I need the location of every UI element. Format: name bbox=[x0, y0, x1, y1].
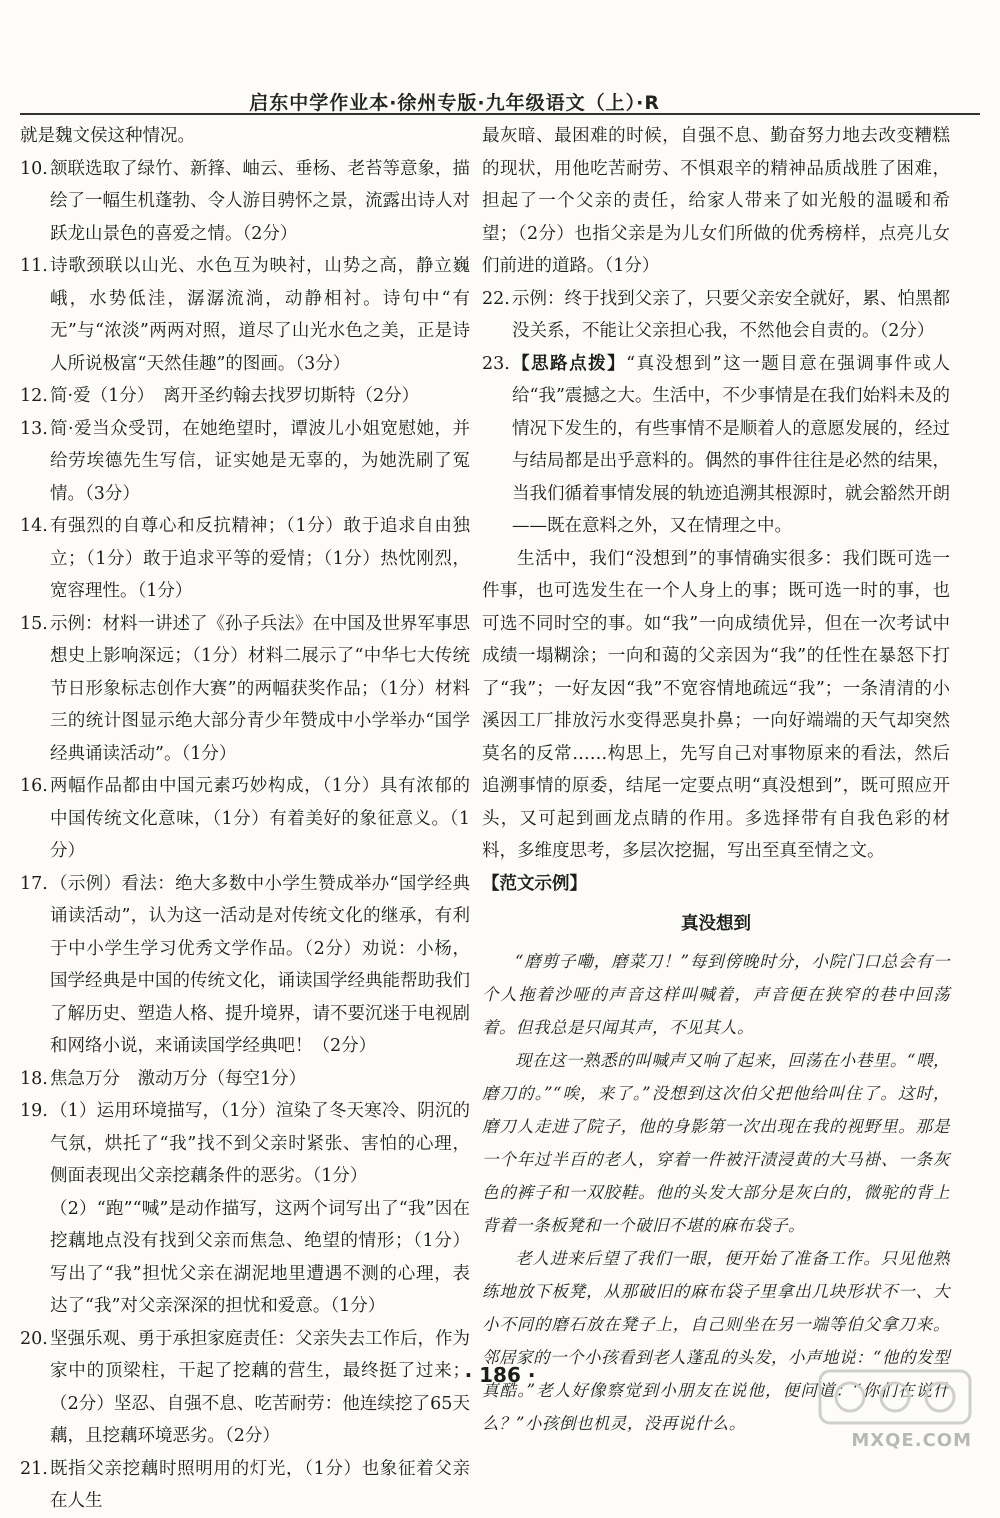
answer-number: 21. bbox=[20, 1458, 48, 1479]
page-number: · 186 · bbox=[464, 1363, 536, 1387]
answer-text bbox=[50, 1453, 470, 1518]
answer-item bbox=[20, 1323, 470, 1453]
header-divider bbox=[20, 113, 980, 115]
answer-number: 11. bbox=[20, 256, 48, 276]
answer-text bbox=[512, 348, 950, 543]
essay-paragraph: 老人进来后望了我们一眼，便开始了准备工作。只见他熟练地放下板凳，从那破旧的麻布袋子里拿出几块形状不一、大小不同的磨石放在凳子上，自己则坐在另一端等伯父拿刀来。邻居家的一个小孩看到老人蓬乱的头发，小声地说：“他的发型真酷。”老人好像察觉到小朋友在说他，便问道：“你们在说什么？”小孩倒也机灵，没再说什么。 bbox=[482, 1248, 950, 1433]
answer-text bbox=[50, 510, 470, 608]
answer-number: 12. bbox=[20, 386, 48, 406]
left-column bbox=[20, 120, 470, 1518]
answer-item bbox=[20, 380, 470, 413]
answer-text-main: 示例：材料一讲述了《孙子兵法》在中国及世界军事思想史上影响深远；（1分）材料二展示了“中华七大传统节日形象标志创作大赛”的两幅获奖作品；（1分）材料三的统计图显示绝大部分青少年赞成中小学举办“国学经典诵读活动”。（1分） bbox=[50, 613, 470, 764]
answer-text-main: 简·爱当众受罚，在她绝望时，谭波儿小姐宽慰她，并给劳埃德先生写信，证实她是无辜的，为她洗刷了冤情。（3分） bbox=[50, 418, 470, 504]
answer-number: 16. bbox=[20, 776, 48, 796]
answer-item bbox=[20, 510, 470, 608]
left-lead-text: 就是魏文侯这种情况。 bbox=[20, 126, 195, 146]
answer-item bbox=[20, 868, 470, 1063]
answer-item-23 bbox=[482, 348, 950, 543]
answer-text bbox=[50, 608, 470, 771]
answer-text-main: （1）运用环境描写，（1分）渲染了冬天寒冷、阴沉的气氛，烘托了“我”找不到父亲时紧张、害怕的心理，侧面表现出父亲挖藕条件的恶劣。（1分） bbox=[50, 1101, 470, 1186]
answer-text-main: （示例）看法：绝大多数中小学生赞成举办“国学经典诵读活动”，认为这一活动是对传统文化的继承，有利于中小学生学习优秀文学作品。（2分）劝说：小杨，国学经典是中国的传统文化，诵读国学经典能帮助我们了解历史、塑造人格、提升境界，请不要沉迷于电视剧和网络小说，来诵读国学经典吧！（2分） bbox=[50, 873, 470, 1056]
answer-text bbox=[50, 1323, 470, 1453]
answer-item bbox=[20, 1063, 470, 1096]
answer-text bbox=[50, 1095, 470, 1323]
answer-text-extra: （2）“跑”“喊”是动作描写，这两个词写出了“我”因在挖藕地点没有找到父亲而焦急、绝望的情形；（1分）写出了“我”担忧父亲在湖泥地里遭遇不测的心理，表达了“我”对父亲深深的担忧和爱意。（1分） bbox=[50, 1198, 470, 1316]
sample-essay-label: 【范文示例】 bbox=[482, 873, 587, 894]
answer-text bbox=[50, 153, 470, 251]
essay-paragraph: 现在这一熟悉的叫喊声又响了起来，回荡在小巷里。“喂，磨刀的。”“唉，来了。”没想到这次伯父把他给叫住了。这时，磨刀人走进了院子，他的身影第一次出现在我的视野里。那是一个年过半百的老人，穿着一件被汗渍浸黄的大马褂、一条灰色的裤子和一双胶鞋。他的头发大部分是灰白的，微驼的背上背着一条板凳和一个破旧不堪的麻布袋子。 bbox=[482, 1050, 950, 1235]
answer-text-main: 简·爱（1分） 离开圣约翰去找罗切斯特（2分） bbox=[50, 386, 420, 406]
answer-text-main: 坚强乐观、勇于承担家庭责任：父亲失去工作后，作为家中的顶梁柱，干起了挖藕的营生，最终挺了过来；（2分）坚忍、自强不息、吃苦耐劳：他连续挖了65天藕，且挖藕环境恶劣。（2分） bbox=[50, 1328, 470, 1446]
watermark-text: MXQE.COM bbox=[851, 1430, 972, 1451]
answer-text-main: 焦急万分 激动万分（每空1分） bbox=[50, 1068, 307, 1089]
answer-21-continued: 最灰暗、最困难的时候，自强不息、勤奋努力地去改变糟糕的现状，用他吃苦耐劳、不惧艰辛的精神品质战胜了困难，担起了一个父亲的责任，给家人带来了如光般的温暖和希望；（2分）也指父亲是为儿女们所做的优秀榜样，点亮儿女们前进的道路。（1分） bbox=[482, 126, 950, 276]
writing-guidance-paragraph: 生活中，我们“没想到”的事情确实很多：我们既可选一件事，也可选发生在一个人身上的事；既可选一时的事，也可选不同时空的事。如“我”一向成绩优异，但在一次考试中成绩一塌糊涂；一向和蔼的父亲因为“我”的任性在暴怒下打了“我”；一好友因“我”不宽容情地疏远“我”；一条清清的小溪因工厂排放污水变得恶臭扑鼻；一向好端端的天气却突然莫名的反常……构思上，先写自己对事物原来的看法，然后追溯事情的原委，结尾一定要点明“真没想到”，既可照应开头，又可起到画龙点睛的作用。多选择带有自我色彩的材料，多维度思考，多层次挖掘，写出至真至情之文。 bbox=[482, 548, 950, 861]
right-column bbox=[482, 120, 950, 1440]
answer-number: 10. bbox=[20, 158, 48, 179]
answer-item bbox=[20, 413, 470, 511]
answer-number: 23. bbox=[482, 353, 510, 374]
watermark-logo bbox=[810, 1365, 980, 1453]
answer-number: 13. bbox=[20, 418, 48, 439]
answer-item-22 bbox=[482, 283, 950, 348]
answer-number: 14. bbox=[20, 516, 48, 536]
answer-text bbox=[50, 868, 470, 1063]
answer-item bbox=[20, 1453, 470, 1518]
essay-title: 真没想到 bbox=[681, 914, 751, 934]
answer-text-main: 诗歌颈联以山光、水色互为映衬，山势之高，静立巍峨，水势低洼，潺潺流淌，动静相衬。诗句中“有无”与“浓淡”两两对照，道尽了山光水色之美，正是诗人所说极富“天然佳趣”的图画。（3分） bbox=[50, 256, 470, 374]
answer-text bbox=[50, 380, 470, 413]
answer-item bbox=[20, 153, 470, 251]
answer-number: 19. bbox=[20, 1101, 48, 1121]
answer-number: 20. bbox=[20, 1328, 48, 1349]
answer-item bbox=[20, 1095, 470, 1323]
answer-number: 17. bbox=[20, 873, 48, 894]
answer-number: 22. bbox=[482, 288, 510, 309]
answer-text-main: 颔联选取了绿竹、新箨、岫云、垂杨、老苔等意象，描绘了一幅生机蓬勃、令人游目骋怀之景，流露出诗人对跃龙山景色的喜爱之情。（2分） bbox=[50, 158, 470, 244]
answer-text bbox=[50, 413, 470, 511]
answer-item bbox=[20, 608, 470, 771]
answer-item bbox=[20, 250, 470, 380]
essay-paragraph: “磨剪子嘞，磨菜刀！”每到傍晚时分，小院门口总会有一个人拖着沙哑的声音这样叫喊着，声音便在狭窄的巷中回荡着。但我总是只闻其声，不见其人。 bbox=[482, 951, 950, 1037]
answer-text: 示例：终于找到父亲了，只要父亲安全就好，累、怕黑都没关系，不能让父亲担心我，不然他会自责的。（2分） bbox=[512, 288, 950, 341]
answer-text-main: 有强烈的自尊心和反抗精神；（1分）敢于追求自由独立；（1分）敢于追求平等的爱情；（1分）热忱刚烈，宽容理性。（1分） bbox=[50, 516, 470, 601]
hint-label: 【思路点拨】 bbox=[512, 353, 627, 374]
answer-text bbox=[50, 250, 470, 380]
answer-number: 18. bbox=[20, 1068, 48, 1089]
answer-number: 15. bbox=[20, 613, 48, 634]
answer-item bbox=[20, 770, 470, 868]
answer-text bbox=[50, 770, 470, 868]
answer-list-left bbox=[20, 153, 470, 1518]
answer-text-main: 两幅作品都由中国元素巧妙构成，（1分）具有浓郁的中国传统文化意味，（1分）有着美好的象征意义。（1分） bbox=[50, 776, 470, 861]
answer-text bbox=[50, 1063, 470, 1096]
page-header-title: 启东中学作业本·徐州专版·九年级语文（上）·R bbox=[249, 92, 660, 114]
hint-text: “真没想到”这一题目意在强调事件或人给“我”震撼之大。生活中，不少事情是在我们始料未及的情况下发生的，有些事情不是顺着人的意愿发展的，经过与结局都是出乎意料的。偶然的事件往往是必然的结果，当我们循着事情发展的轨迹追溯其根源时，就会豁然开朗——既在意料之外，又在情理之中。 bbox=[512, 353, 950, 536]
answer-text-main: 既指父亲挖藕时照明用的灯光，（1分）也象征着父亲在人生 bbox=[50, 1458, 470, 1511]
